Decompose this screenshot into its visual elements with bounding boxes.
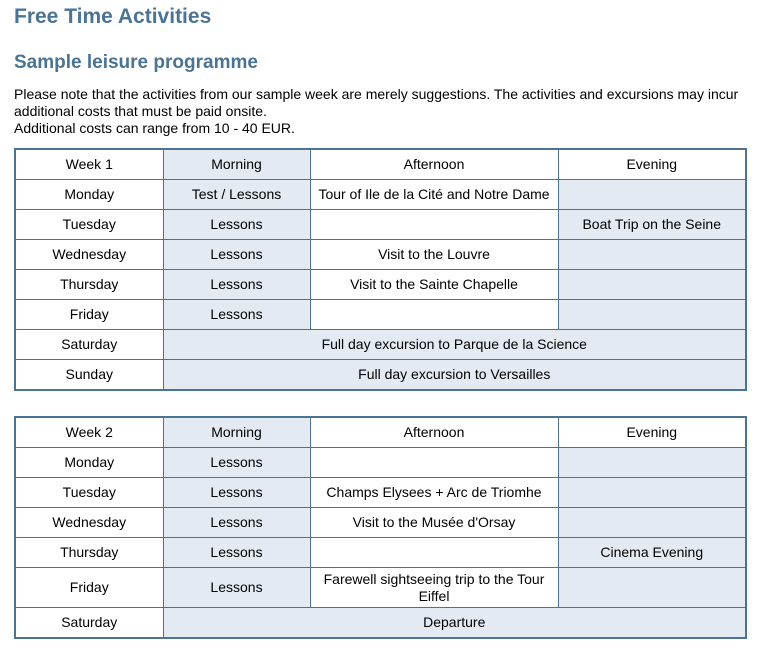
full-day-cell: Full day excursion to Parque de la Science [163, 330, 746, 360]
day-cell: Wednesday [15, 508, 163, 538]
week-1-schedule-table [14, 148, 747, 391]
day-cell: Thursday [15, 270, 163, 300]
morning-cell: Lessons [163, 478, 310, 508]
column-header-afternoon: Afternoon [310, 417, 558, 448]
morning-cell: Lessons [163, 568, 310, 608]
full-day-cell: Full day excursion to Versailles [163, 360, 746, 391]
column-header-week: Week 2 [15, 417, 163, 448]
morning-cell: Lessons [163, 210, 310, 240]
day-cell: Friday [15, 300, 163, 330]
day-cell: Saturday [15, 608, 163, 639]
table-header-row [15, 417, 746, 448]
table-row [15, 210, 746, 240]
morning-cell: Lessons [163, 240, 310, 270]
afternoon-cell [310, 210, 558, 240]
morning-cell: Lessons [163, 448, 310, 478]
day-cell: Thursday [15, 538, 163, 568]
column-header-week: Week 1 [15, 149, 163, 180]
table-row [15, 360, 746, 391]
morning-cell: Lessons [163, 300, 310, 330]
table-row [15, 568, 746, 608]
day-cell: Monday [15, 180, 163, 210]
table-row [15, 508, 746, 538]
evening-cell [558, 180, 746, 210]
evening-cell [558, 270, 746, 300]
column-header-morning: Morning [163, 149, 310, 180]
table-row [15, 270, 746, 300]
afternoon-cell: Visit to the Louvre [310, 240, 558, 270]
table-row [15, 240, 746, 270]
table-row [15, 330, 746, 360]
evening-cell [558, 300, 746, 330]
afternoon-cell [310, 448, 558, 478]
table-row [15, 180, 746, 210]
table-row [15, 448, 746, 478]
evening-cell: Cinema Evening [558, 538, 746, 568]
afternoon-cell: Visit to the Sainte Chapelle [310, 270, 558, 300]
column-header-evening: Evening [558, 149, 746, 180]
afternoon-cell [310, 300, 558, 330]
day-cell: Saturday [15, 330, 163, 360]
morning-cell: Lessons [163, 270, 310, 300]
column-header-evening: Evening [558, 417, 746, 448]
evening-cell [558, 448, 746, 478]
evening-cell [558, 240, 746, 270]
cost-note [14, 86, 749, 137]
evening-cell: Boat Trip on the Seine [558, 210, 746, 240]
morning-cell: Lessons [163, 538, 310, 568]
column-header-morning: Morning [163, 417, 310, 448]
evening-cell [558, 568, 746, 608]
column-header-afternoon: Afternoon [310, 149, 558, 180]
day-cell: Tuesday [15, 478, 163, 508]
section-heading: Sample leisure programme [14, 52, 258, 73]
page-title: Free Time Activities [14, 5, 212, 28]
day-cell: Friday [15, 568, 163, 608]
evening-cell [558, 508, 746, 538]
day-cell: Monday [15, 448, 163, 478]
morning-cell: Lessons [163, 508, 310, 538]
afternoon-cell: Champs Elysees + Arc de Triomhe [310, 478, 558, 508]
week-2-schedule-table [14, 416, 747, 639]
day-cell: Tuesday [15, 210, 163, 240]
afternoon-cell: Tour of Ile de la Cité and Notre Dame [310, 180, 558, 210]
cost-note-line: Please note that the activities from our sample week are merely suggestions. The activities and excursions may incur additional costs that must be paid onsite. [14, 86, 739, 119]
full-day-cell: Departure [163, 608, 746, 639]
day-cell: Wednesday [15, 240, 163, 270]
evening-cell [558, 478, 746, 508]
morning-cell: Test / Lessons [163, 180, 310, 210]
day-cell: Sunday [15, 360, 163, 391]
table-row [15, 300, 746, 330]
afternoon-cell: Visit to the Musée d'Orsay [310, 508, 558, 538]
cost-note-line: Additional costs can range from 10 - 40 EUR. [14, 120, 295, 136]
afternoon-cell: Farewell sightseeing trip to the Tour Eiffel [310, 568, 558, 608]
table-row [15, 478, 746, 508]
table-row [15, 538, 746, 568]
table-row [15, 608, 746, 639]
afternoon-cell [310, 538, 558, 568]
table-header-row [15, 149, 746, 180]
